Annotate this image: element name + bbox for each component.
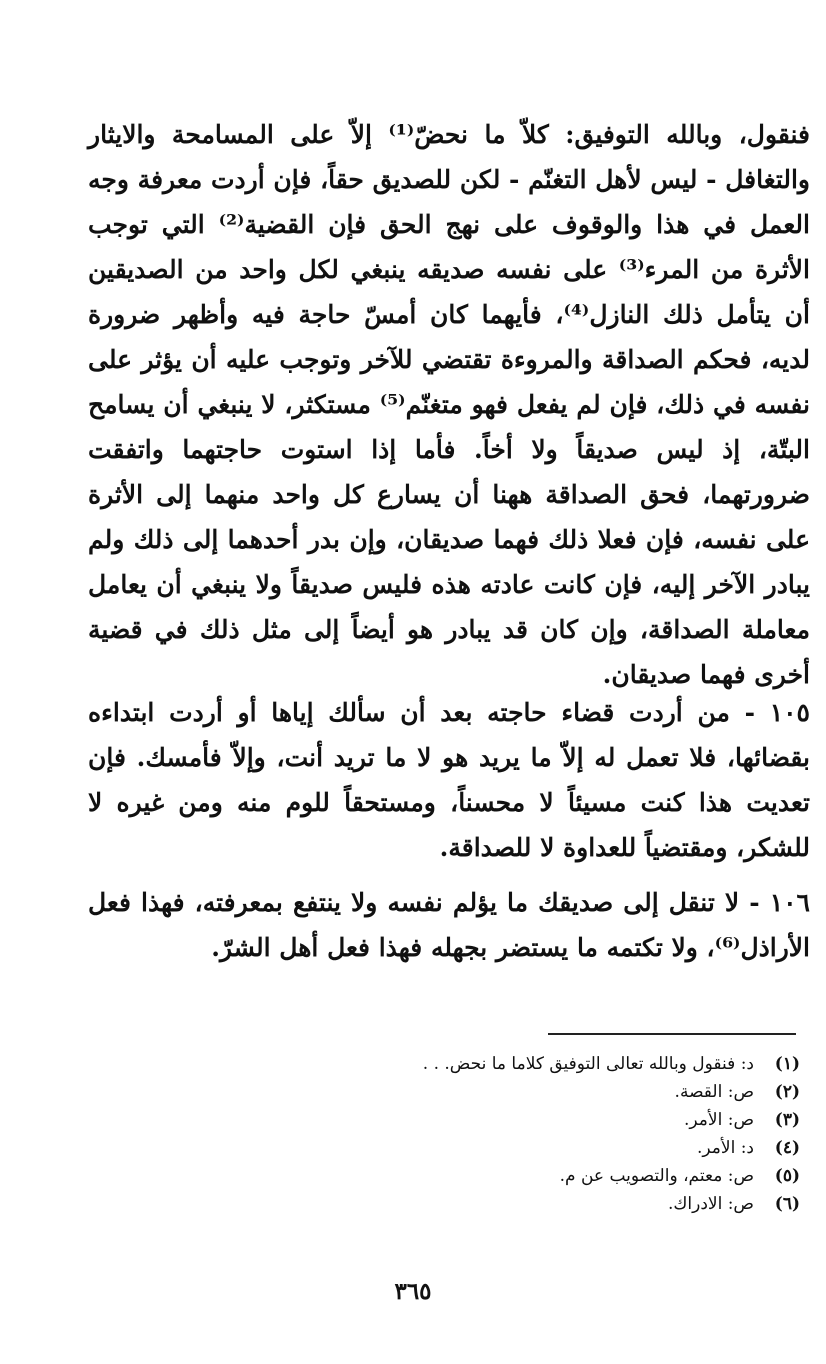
footnote-item: [100, 1190, 800, 1218]
footnote-divider: [548, 1033, 796, 1035]
page-number: ٣٦٥: [394, 1278, 432, 1305]
footnote-item: [100, 1134, 800, 1162]
footnote-text: ص: القصة.: [674, 1082, 754, 1102]
footnote-item: [100, 1078, 800, 1106]
footnote-number: (٢): [774, 1082, 800, 1102]
footnote-text: ص: معتم، والتصويب عن م.: [559, 1166, 754, 1186]
paragraph-105: ١٠٥ - من أردت قضاء حاجته بعد أن سألك إياها أو أردت ابتداءه بقضائها، فلا تعمل له إلاّ ما يريد هو لا ما تريد أنت، وإلاّ فأمسك. فإن تعديت هذا كنت مسيئاً لا محسناً، ومستحقاً للوم منه ومن غيره لا للشكر، ومقتضياً للعداوة لا للصداقة.: [88, 698, 810, 862]
footnote-number: (٤): [774, 1138, 800, 1158]
footnote-number: (٣): [774, 1110, 800, 1130]
footnote-text: ص: الادراك.: [667, 1194, 754, 1214]
footnote-item: [100, 1162, 800, 1190]
footnote-number: (١): [774, 1054, 800, 1074]
paragraph-106: ١٠٦ - لا تنقل إلى صديقك ما يؤلم نفسه ولا ينتفع بمعرفته، فهذا فعل الأراذل⁽⁶⁾، ولا تكتمه ما يستضر بجهله فهذا فعل أهل الشرّ.: [88, 888, 810, 962]
footnote-number: (٦): [774, 1194, 800, 1214]
footnote-text: د: الأمر.: [696, 1138, 754, 1158]
footnote-item: [100, 1106, 800, 1134]
footnote-item: [100, 1050, 800, 1078]
footnote-text: د: فنقول وبالله تعالى التوفيق كلاما ما نحض. . .: [422, 1054, 754, 1074]
footnote-number: (٥): [774, 1166, 800, 1186]
footnote-text: ص: الأمر.: [684, 1110, 754, 1130]
footnotes-list: [100, 1050, 800, 1218]
paragraph-opening: فنقول، وبالله التوفيق: كلاّ ما نحضّ⁽¹⁾ إلاّ على المسامحة والايثار والتغافل - ليس لأهل التغنّم - لكن للصديق حقاً، فإن أردت معرفة وجه العمل في هذا والوقوف على نهج الحق فإن القضية⁽²⁾ التي توجب الأثرة من المرء⁽³⁾ على نفسه صديقه ينبغي لكل واحد من الصديقين أن يتأمل ذلك النازل⁽⁴⁾، فأيهما كان أمسّ حاجة فيه وأظهر ضرورة لديه، فحكم الصداقة والمروءة تقتضي للآخر وتوجب عليه أن يؤثر على نفسه في ذلك، فإن لم يفعل فهو متغنّم⁽⁵⁾ مستكثر، لا ينبغي أن يسامح البتّة، إذ ليس صديقاً ولا أخاً. فأما إذا استوت حاجتهما واتفقت ضرورتهما، فحق الصداقة ههنا أن يسارع كل واحد منهما إلى الأثرة على نفسه، فإن فعلا ذلك فهما صديقان، وإن بدر أحدهما إلى ذلك ولم يبادر الآخر إليه، فإن كانت عادته هذه فليس صديقاً ولا ينبغي أن يعامل معاملة الصداقة، وإن كان قد يبادر هو أيضاً إلى مثل ذلك في قضية أخرى فهما صديقان.: [88, 120, 810, 689]
